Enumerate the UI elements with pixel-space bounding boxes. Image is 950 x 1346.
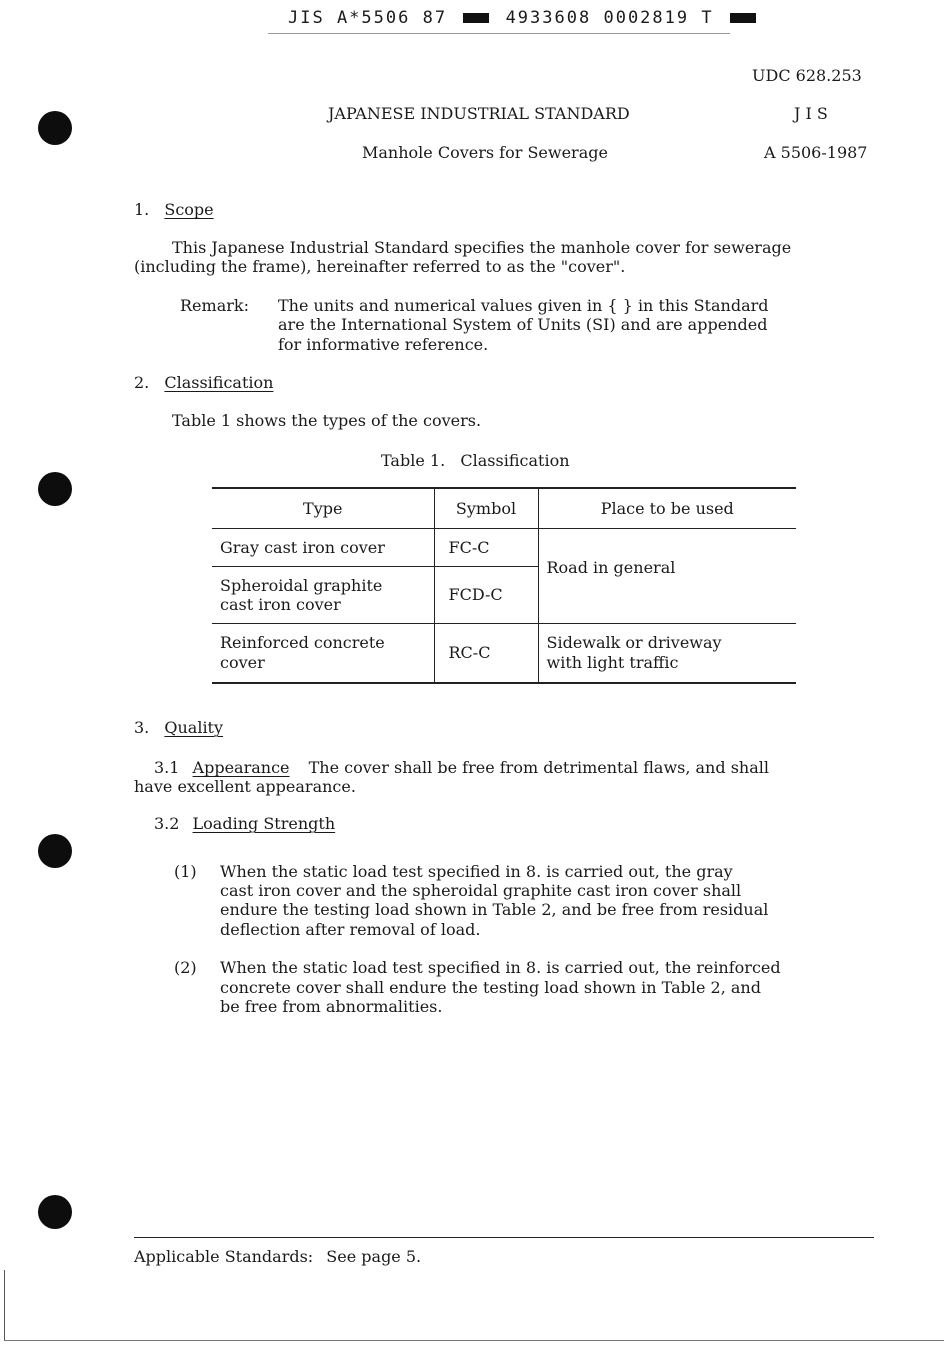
column-header-place: Place to be used — [538, 488, 796, 529]
classification-table — [212, 487, 796, 684]
udc-number: UDC 628.253 — [752, 66, 862, 85]
table-row — [212, 624, 796, 683]
header-strip-underline — [268, 33, 730, 34]
remark-line-1: The units and numerical values given in { } in this Standard — [278, 296, 769, 315]
remark-line-3: for informative reference. — [278, 335, 489, 354]
document-title: Manhole Covers for Sewerage — [362, 143, 608, 162]
redaction-block — [463, 13, 489, 23]
cell-symbol: FCD-C — [434, 567, 538, 624]
section-3-heading — [134, 718, 223, 738]
cell-type: Gray cast iron cover — [212, 529, 434, 567]
cell-type-line-1: Spheroidal graphite — [220, 575, 383, 595]
footer-label: Applicable Standards: — [134, 1247, 314, 1266]
cell-type — [212, 624, 434, 683]
cell-place — [538, 624, 796, 683]
footer-text: See page 5. — [326, 1247, 422, 1266]
cell-symbol: FC-C — [434, 529, 538, 567]
punch-hole — [38, 1195, 72, 1229]
list-item-label: (1) — [174, 862, 197, 881]
remark-line-2: are the International System of Units (SI) and are appended — [278, 315, 768, 334]
subsection-title: Loading Strength — [192, 814, 336, 833]
footer-note — [134, 1247, 421, 1267]
subsection-3-1-line-1 — [154, 758, 769, 778]
table-row — [212, 529, 796, 567]
column-header-symbol: Symbol — [434, 488, 538, 529]
scan-edge-left — [4, 1270, 5, 1340]
column-header-type: Type — [212, 488, 434, 529]
list-item-line: be free from abnormalities. — [220, 997, 443, 1016]
remark-label: Remark: — [180, 296, 249, 315]
table-caption: Table 1. Classification — [381, 451, 570, 470]
subsection-text: The cover shall be free from detrimental flaws, and shall — [308, 758, 769, 777]
cell-type — [212, 567, 434, 624]
cell-place-line-1: Sidewalk or driveway — [546, 633, 722, 653]
list-item-line: When the static load test specified in 8. is carried out, the gray — [220, 862, 733, 881]
punch-hole — [38, 472, 72, 506]
section-2-heading — [134, 373, 273, 393]
cell-type-line-2: cast iron cover — [220, 595, 341, 614]
footer-rule — [134, 1237, 874, 1238]
subsection-number: 3.1 — [154, 758, 180, 777]
list-item-line: cast iron cover and the spheroidal graphite cast iron cover shall — [220, 881, 742, 900]
cell-symbol: RC-C — [434, 624, 538, 683]
list-item-line: endure the testing load shown in Table 2, and be free from residual — [220, 900, 769, 919]
section-1-heading — [134, 200, 214, 220]
section-title: Classification — [164, 373, 274, 392]
classification-intro: Table 1 shows the types of the covers. — [172, 411, 482, 430]
subsection-number: 3.2 — [154, 814, 180, 833]
list-item-label: (2) — [174, 958, 197, 977]
punch-hole — [38, 111, 72, 145]
scope-paragraph-line-1: This Japanese Industrial Standard specifies the manhole cover for sewerage — [172, 238, 792, 257]
section-number: 1. — [134, 200, 150, 219]
redaction-block — [730, 13, 756, 23]
scan-edge-bottom — [4, 1340, 944, 1341]
header-strip-suffix: T — [701, 8, 714, 28]
cell-type-line-2: cover — [220, 652, 265, 672]
table-header-row — [212, 488, 796, 529]
subsection-title: Appearance — [192, 758, 290, 777]
standard-number: A 5506-1987 — [764, 143, 868, 162]
section-number: 3. — [134, 718, 150, 737]
subsection-3-2-heading — [154, 814, 335, 834]
standard-org: JAPANESE INDUSTRIAL STANDARD — [328, 104, 630, 123]
punch-hole — [38, 834, 72, 868]
section-title: Scope — [164, 200, 214, 219]
jis-mark: J I S — [794, 104, 828, 123]
list-item-line: When the static load test specified in 8. is carried out, the reinforced — [220, 958, 781, 977]
section-title: Quality — [164, 718, 224, 737]
section-number: 2. — [134, 373, 150, 392]
cell-place: Road in general — [538, 529, 796, 624]
header-strip-num2: 0002819 — [603, 8, 690, 28]
cell-type-line-1: Reinforced concrete — [220, 633, 385, 653]
cell-place-line-2: with light traffic — [546, 652, 679, 672]
list-item-line: concrete cover shall endure the testing load shown in Table 2, and — [220, 978, 761, 997]
header-strip-num1: 4933608 — [505, 8, 592, 28]
list-item-line: deflection after removal of load. — [220, 920, 481, 939]
header-strip — [288, 8, 760, 28]
scope-paragraph-line-2: (including the frame), hereinafter referred to as the "cover". — [134, 257, 626, 276]
subsection-3-1-line-2: have excellent appearance. — [134, 777, 356, 796]
header-strip-code: JIS A*5506 87 — [288, 8, 448, 28]
